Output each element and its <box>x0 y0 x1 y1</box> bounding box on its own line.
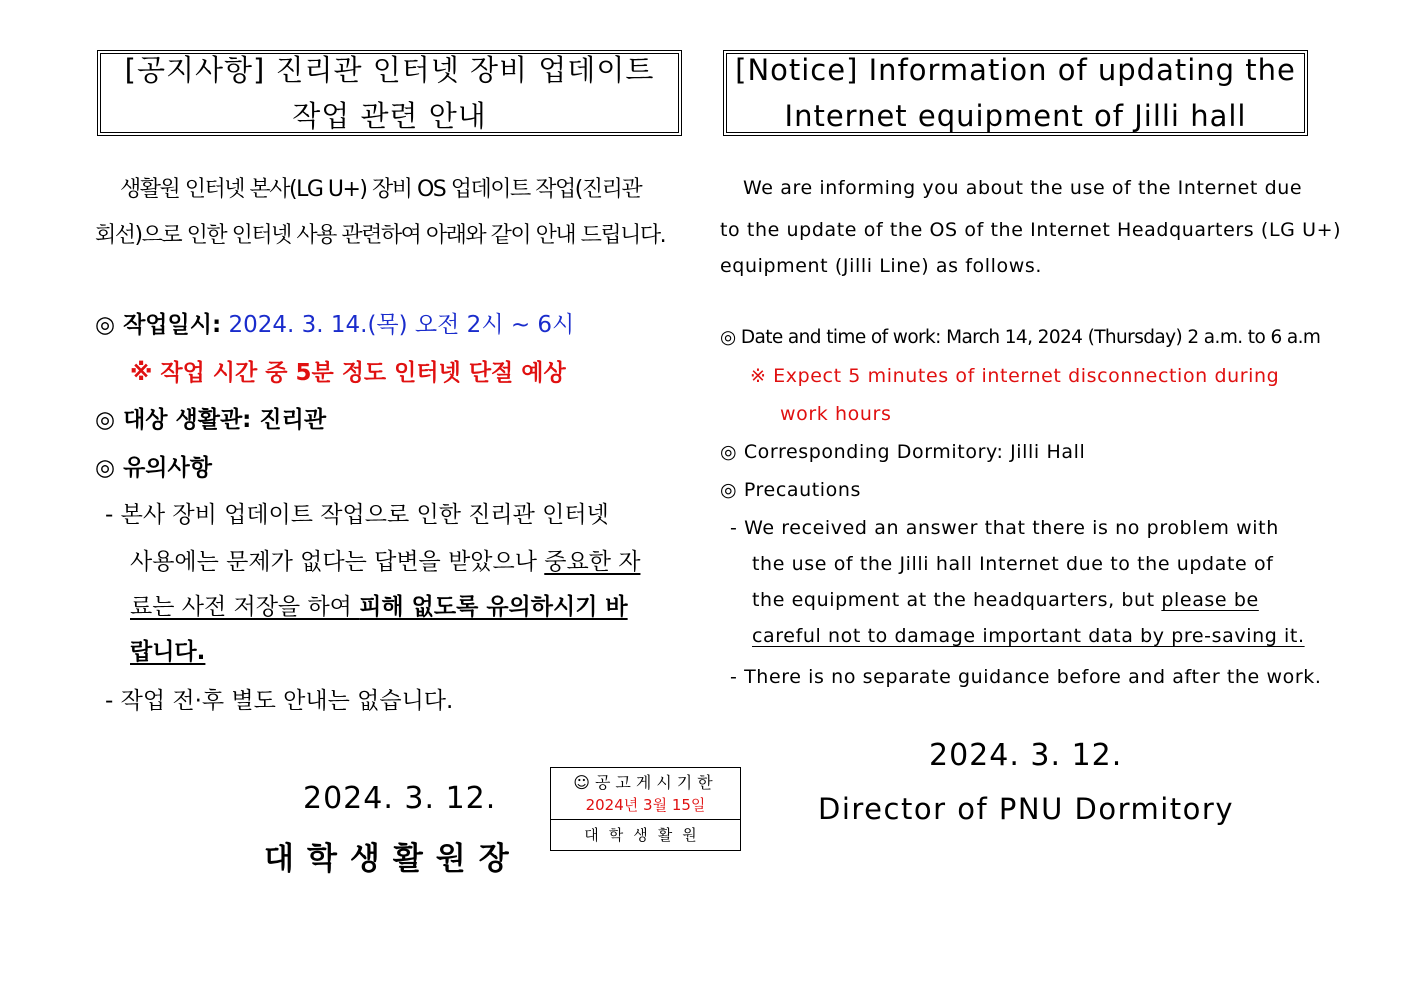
english-precaution1-line4: careful not to damage important data by pre-saving it. <box>752 625 1305 647</box>
korean-work-value: 2024. 3. 14.(목) 오전 2시 ~ 6시 <box>228 312 575 338</box>
english-precaution2: - There is no separate guidance before and after the work. <box>730 666 1322 688</box>
korean-work-datetime <box>95 306 574 339</box>
korean-caution1-line3 <box>130 588 683 621</box>
english-intro-line3: equipment (Jilli Line) as follows. <box>720 255 1043 277</box>
english-dorm: ◎ Corresponding Dormitory: Jilli Hall <box>720 441 1086 463</box>
korean-caution-title: ◎ 유의사항 <box>95 455 212 481</box>
korean-work-label: ◎ 작업일시: <box>95 312 222 338</box>
english-precaution1-line3 <box>752 589 1259 611</box>
korean-caution1-line4: 랍니다. <box>130 639 206 665</box>
korean-title-box <box>97 50 682 136</box>
korean-caution1-text1: - 본사 장비 업데이트 작업으로 인한 진리관 인터넷 <box>105 502 609 528</box>
english-warning-line1: ※ Expect 5 minutes of internet disconnection during <box>750 365 1280 387</box>
english-date: 2024. 3. 12. <box>929 738 1123 773</box>
english-precaution1-text3b: please be <box>1161 589 1259 611</box>
english-intro-line2: to the update of the OS of the Internet Headquarters (LG U+) <box>720 219 1342 241</box>
korean-caution2: - 작업 전·후 별도 안내는 없습니다. <box>105 688 454 714</box>
english-title-line2: Internet equipment of Jilli hall <box>784 99 1247 133</box>
english-precaution1-line1: - We received an answer that there is no problem with <box>730 517 1279 539</box>
english-work-datetime: ◎ Date and time of work: March 14, 2024 (Thursday) 2 a.m. to 6 a.m <box>720 327 1321 348</box>
english-precaution1-text3a: the equipment at the headquarters, but <box>752 589 1162 611</box>
english-intro-line1: We are informing you about the use of the Internet due <box>743 177 1303 199</box>
english-precaution1-line2: the use of the Jilli hall Internet due to the update of <box>752 553 1274 575</box>
english-warning-line2: work hours <box>780 403 892 425</box>
stamp-title: ☺공고게시기한 <box>573 773 718 792</box>
stamp-org: 대학생활원 <box>584 826 707 844</box>
stamp-deadline: 2024년 3월 15일 <box>585 796 706 814</box>
korean-target-dorm: ◎ 대상 생활관: 진리관 <box>95 407 327 433</box>
korean-caution1-text2a: 사용에는 문제가 없다는 답변을 받았으나 <box>130 549 545 575</box>
korean-caution1-text2b: 중요한 자 <box>544 549 641 575</box>
korean-date: 2024. 3. 12. <box>303 781 497 816</box>
korean-caution1-line2 <box>130 543 683 576</box>
notice-period-stamp <box>550 767 741 851</box>
korean-title-line2: 작업 관련 안내 <box>292 99 487 133</box>
korean-signature: 대학생활원장 <box>264 841 522 877</box>
english-precautions-title: ◎ Precautions <box>720 479 862 501</box>
korean-caution1-text3b: 피해 없도록 유의하시기 바 <box>359 594 628 620</box>
korean-caution1-text3a: 료는 사전 저장을 하여 <box>130 594 360 620</box>
korean-warning: ※ 작업 시간 중 5분 정도 인터넷 단절 예상 <box>130 360 566 386</box>
korean-intro-line2: 회선)으로 인한 인터넷 사용 관련하여 아래와 같이 안내 드립니다. <box>95 223 666 248</box>
english-title-line1: [Notice] Information of updating the <box>735 53 1296 87</box>
korean-caution1-line1 <box>105 496 683 529</box>
english-signature: Director of PNU Dormitory <box>818 792 1235 826</box>
korean-title-line1: [공지사항] 진리관 인터넷 장비 업데이트 <box>124 53 655 87</box>
korean-intro-line1: 생활원 인터넷 본사(LG U+) 장비 OS 업데이트 작업(진리관 <box>120 177 642 202</box>
english-title-box <box>723 50 1308 136</box>
